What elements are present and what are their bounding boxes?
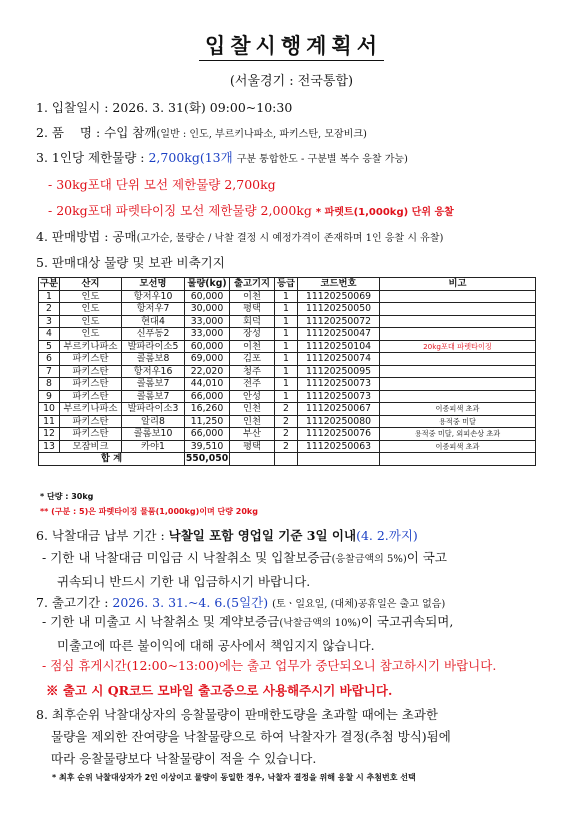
table-cell: 평택: [230, 440, 275, 453]
table-cell: 청주: [230, 365, 275, 378]
document-title: 입찰시행계획서: [0, 30, 583, 60]
limit-20kg-line: - 20kg포대 파렛타이징 모선 제한물량 2,000kg * 파렛트(1,000kg) 단위 응찰: [48, 203, 454, 218]
bottom-footnote: * 최후 순위 낙찰대상자가 2인 이상이고 물량이 동일한 경우, 낙찰자 결정을 위해 응찰 시 추첨번호 선택: [52, 773, 416, 782]
table-cell: [380, 353, 536, 366]
table-row: [39, 415, 536, 428]
table-cell: 파키스탄: [60, 428, 122, 441]
table-cell: 66,000: [185, 428, 230, 441]
payment-warning: - 기한 내 낙찰대금 미입금 시 낙찰취소 및 입찰보증금(응찰금액의 5%)이 국고 귀속되니 반드시 기한 내 입금하시기 바랍니다.: [42, 550, 447, 589]
table-cell: 11120250072: [298, 315, 380, 328]
qr-code-notice: ※ 출고 시 QR코드 모바일 출고증으로 사용해주시기 바랍니다.: [46, 683, 393, 698]
table-cell: 인천: [230, 403, 275, 416]
table-total-row: [39, 453, 536, 466]
col-header: 비고: [380, 278, 536, 291]
item-sale-method: 4. 판매방법 : 공매(고가순, 물량순 / 낙찰 결정 시 예정가격이 존재하며 1인 응찰 시 유찰): [36, 229, 444, 244]
table-cell: 항저우16: [122, 365, 185, 378]
table-cell: 1: [275, 390, 298, 403]
table-row: [39, 403, 536, 416]
table-cell: 13: [39, 440, 60, 453]
table-row: [39, 440, 536, 453]
table-cell: 11120250104: [298, 340, 380, 353]
table-cell: 1: [275, 303, 298, 316]
table-cell: 파키스탄: [60, 415, 122, 428]
table-cell: 부르키나파소: [60, 403, 122, 416]
table-cell: 66,000: [185, 390, 230, 403]
table-cell: 항저우7: [122, 303, 185, 316]
table-header-row: [39, 278, 536, 291]
col-header: 산지: [60, 278, 122, 291]
table-cell: 11,250: [185, 415, 230, 428]
footnote-pallet: ** (구분 : 5)은 파렛타이징 물품(1,000kg)이며 단량 20kg: [40, 507, 258, 516]
table-cell: 11120250073: [298, 390, 380, 403]
table-cell: 부산: [230, 428, 275, 441]
table-cell: 33,000: [185, 315, 230, 328]
table-cell: 3: [39, 315, 60, 328]
release-warning: - 기한 내 미출고 시 낙찰취소 및 계약보증금(낙찰금액의 10%)이 국고귀속되며, 미출고에 따른 불이익에 대해 공사에서 책임지지 않습니다.: [42, 614, 454, 653]
table-cell: 11: [39, 415, 60, 428]
table-cell: 12: [39, 428, 60, 441]
table-cell: 2: [275, 440, 298, 453]
table-cell: 11120250076: [298, 428, 380, 441]
table-cell: 8: [39, 378, 60, 391]
table-row: [39, 315, 536, 328]
footnote-unit: * 단량 : 30kg: [40, 492, 94, 501]
table-row: [39, 365, 536, 378]
col-header: 물량(kg): [185, 278, 230, 291]
table-cell: 2: [39, 303, 60, 316]
table-cell: 신푸동2: [122, 328, 185, 341]
table-cell: 2: [275, 428, 298, 441]
limit-30kg-line: - 30kg포대 단위 모선 제한물량 2,700kg: [48, 177, 276, 192]
col-header: 모선명: [122, 278, 185, 291]
table-cell: 전주: [230, 378, 275, 391]
table-cell: 6: [39, 353, 60, 366]
table-cell: 22,020: [185, 365, 230, 378]
table-cell: 11120250047: [298, 328, 380, 341]
table-cell: 장성: [230, 328, 275, 341]
table-cell: 파키스탄: [60, 353, 122, 366]
table-cell: 인도: [60, 315, 122, 328]
table-cell: 1: [275, 378, 298, 391]
table-cell: 1: [275, 365, 298, 378]
table-cell: 파키스탄: [60, 365, 122, 378]
table-cell: 1: [39, 290, 60, 303]
table-cell: 11120250073: [298, 378, 380, 391]
table-cell: 인도: [60, 303, 122, 316]
table-cell: 용적중 미달, 외피손상 초과: [380, 428, 536, 441]
table-cell: 30,000: [185, 303, 230, 316]
table-cell: 발파라이소3: [122, 403, 185, 416]
table-cell: 파키스탄: [60, 390, 122, 403]
table-cell: 콜롬보7: [122, 378, 185, 391]
table-row: [39, 303, 536, 316]
table-cell: [380, 290, 536, 303]
lunch-break-notice: - 점심 휴게시간(12:00~13:00)에는 출고 업무가 중단되오니 참고하시기 바랍니다.: [42, 658, 497, 673]
col-header: 등급: [275, 278, 298, 291]
table-cell: 1: [275, 340, 298, 353]
table-cell: 인천: [230, 415, 275, 428]
total-value: 550,050: [185, 453, 229, 465]
table-cell: 20kg포대 파렛타이징: [380, 340, 536, 353]
table-cell: 항저우10: [122, 290, 185, 303]
table-cell: 카야1: [122, 440, 185, 453]
table-cell: 회덕: [230, 315, 275, 328]
col-header: 출고기지: [230, 278, 275, 291]
table-cell: 11120250074: [298, 353, 380, 366]
table-cell: [380, 390, 536, 403]
table-row: [39, 290, 536, 303]
table-cell: [380, 303, 536, 316]
table-cell: 44,010: [185, 378, 230, 391]
table-cell: 콜롬보7: [122, 390, 185, 403]
table-cell: 60,000: [185, 340, 230, 353]
table-cell: 인도: [60, 328, 122, 341]
table-row: [39, 428, 536, 441]
table-cell: 11120250050: [298, 303, 380, 316]
table-cell: 11120250080: [298, 415, 380, 428]
table-row: [39, 340, 536, 353]
table-row: [39, 378, 536, 391]
table-cell: 1: [275, 328, 298, 341]
table-cell: 평택: [230, 303, 275, 316]
table-cell: 16,260: [185, 403, 230, 416]
table-cell: 이종피색 초과: [380, 440, 536, 453]
table-cell: 1: [275, 353, 298, 366]
table-cell: 2: [275, 403, 298, 416]
table-cell: 이천: [230, 290, 275, 303]
table-cell: 알리8: [122, 415, 185, 428]
table-cell: 9: [39, 390, 60, 403]
item-last-bidder: 8. 최후순위 낙찰대상자의 응찰물량이 판매한도량을 초과할 때에는 초과한 물량을 제외한 잔여량을 낙찰물량으로 하여 낙찰자가 결정(추첨 방식)됨에 따라 응찰물량보다 낙찰물량이 적을 수 있습니다.: [36, 707, 451, 766]
table-cell: 60,000: [185, 290, 230, 303]
stock-table: [38, 277, 536, 466]
table-cell: [380, 328, 536, 341]
item-release-period: 7. 출고기간 : 2026. 3. 31.~4. 6.(5일간) (토ㆍ일요일, (대체)공휴일은 출고 없음): [36, 595, 446, 610]
table-cell: 인도: [60, 290, 122, 303]
table-row: [39, 390, 536, 403]
table-cell: 4: [39, 328, 60, 341]
table-cell: 33,000: [185, 328, 230, 341]
table-cell: 콜롬보10: [122, 428, 185, 441]
table-cell: 39,510: [185, 440, 230, 453]
table-cell: 모잠비크: [60, 440, 122, 453]
document-subtitle: (서울경기 : 전국통합): [229, 74, 354, 89]
total-label: 합 계: [39, 453, 185, 466]
table-cell: 콜롬보8: [122, 353, 185, 366]
table-row: [39, 353, 536, 366]
table-cell: 이천: [230, 340, 275, 353]
table-cell: 부르키나파소: [60, 340, 122, 353]
item-limit-per-person: 3. 1인당 제한물량 : 2,700kg(13개 구분 통합한도 - 구분별 복수 응찰 가능): [36, 150, 408, 165]
table-cell: 7: [39, 365, 60, 378]
item-payment-period: 6. 낙찰대금 납부 기간 : 낙찰일 포함 영업일 기준 3일 이내(4. 2.까지): [36, 528, 418, 543]
table-cell: 현대4: [122, 315, 185, 328]
item-product-name: 2. 품 명 : 수입 참깨(일반 : 인도, 부르키나파소, 파키스탄, 모잠비크): [36, 125, 367, 140]
table-cell: 파키스탄: [60, 378, 122, 391]
table-cell: 5: [39, 340, 60, 353]
table-row: [39, 328, 536, 341]
col-header: 구분: [40, 278, 58, 290]
table-cell: 1: [275, 315, 298, 328]
item-sale-target: 5. 판매대상 물량 및 보관 비축기지: [36, 255, 225, 270]
table-cell: 11120250063: [298, 440, 380, 453]
table-cell: 이종피색 초과: [380, 403, 536, 416]
item-bid-datetime: 1. 입찰일시 : 2026. 3. 31(화) 09:00~10:30: [36, 100, 293, 115]
table-cell: 11120250067: [298, 403, 380, 416]
table-cell: 69,000: [185, 353, 230, 366]
col-header: 코드번호: [298, 278, 380, 291]
table-cell: 용적중 미달: [380, 415, 536, 428]
table-cell: 1: [275, 290, 298, 303]
table-cell: 11120250069: [298, 290, 380, 303]
table-cell: [380, 365, 536, 378]
table-cell: [380, 378, 536, 391]
table-cell: 김포: [230, 353, 275, 366]
table-cell: 발파라이소5: [122, 340, 185, 353]
table-cell: 11120250095: [298, 365, 380, 378]
table-cell: 2: [275, 415, 298, 428]
table-cell: 안성: [230, 390, 275, 403]
table-cell: 10: [39, 403, 60, 416]
table-cell: [380, 315, 536, 328]
